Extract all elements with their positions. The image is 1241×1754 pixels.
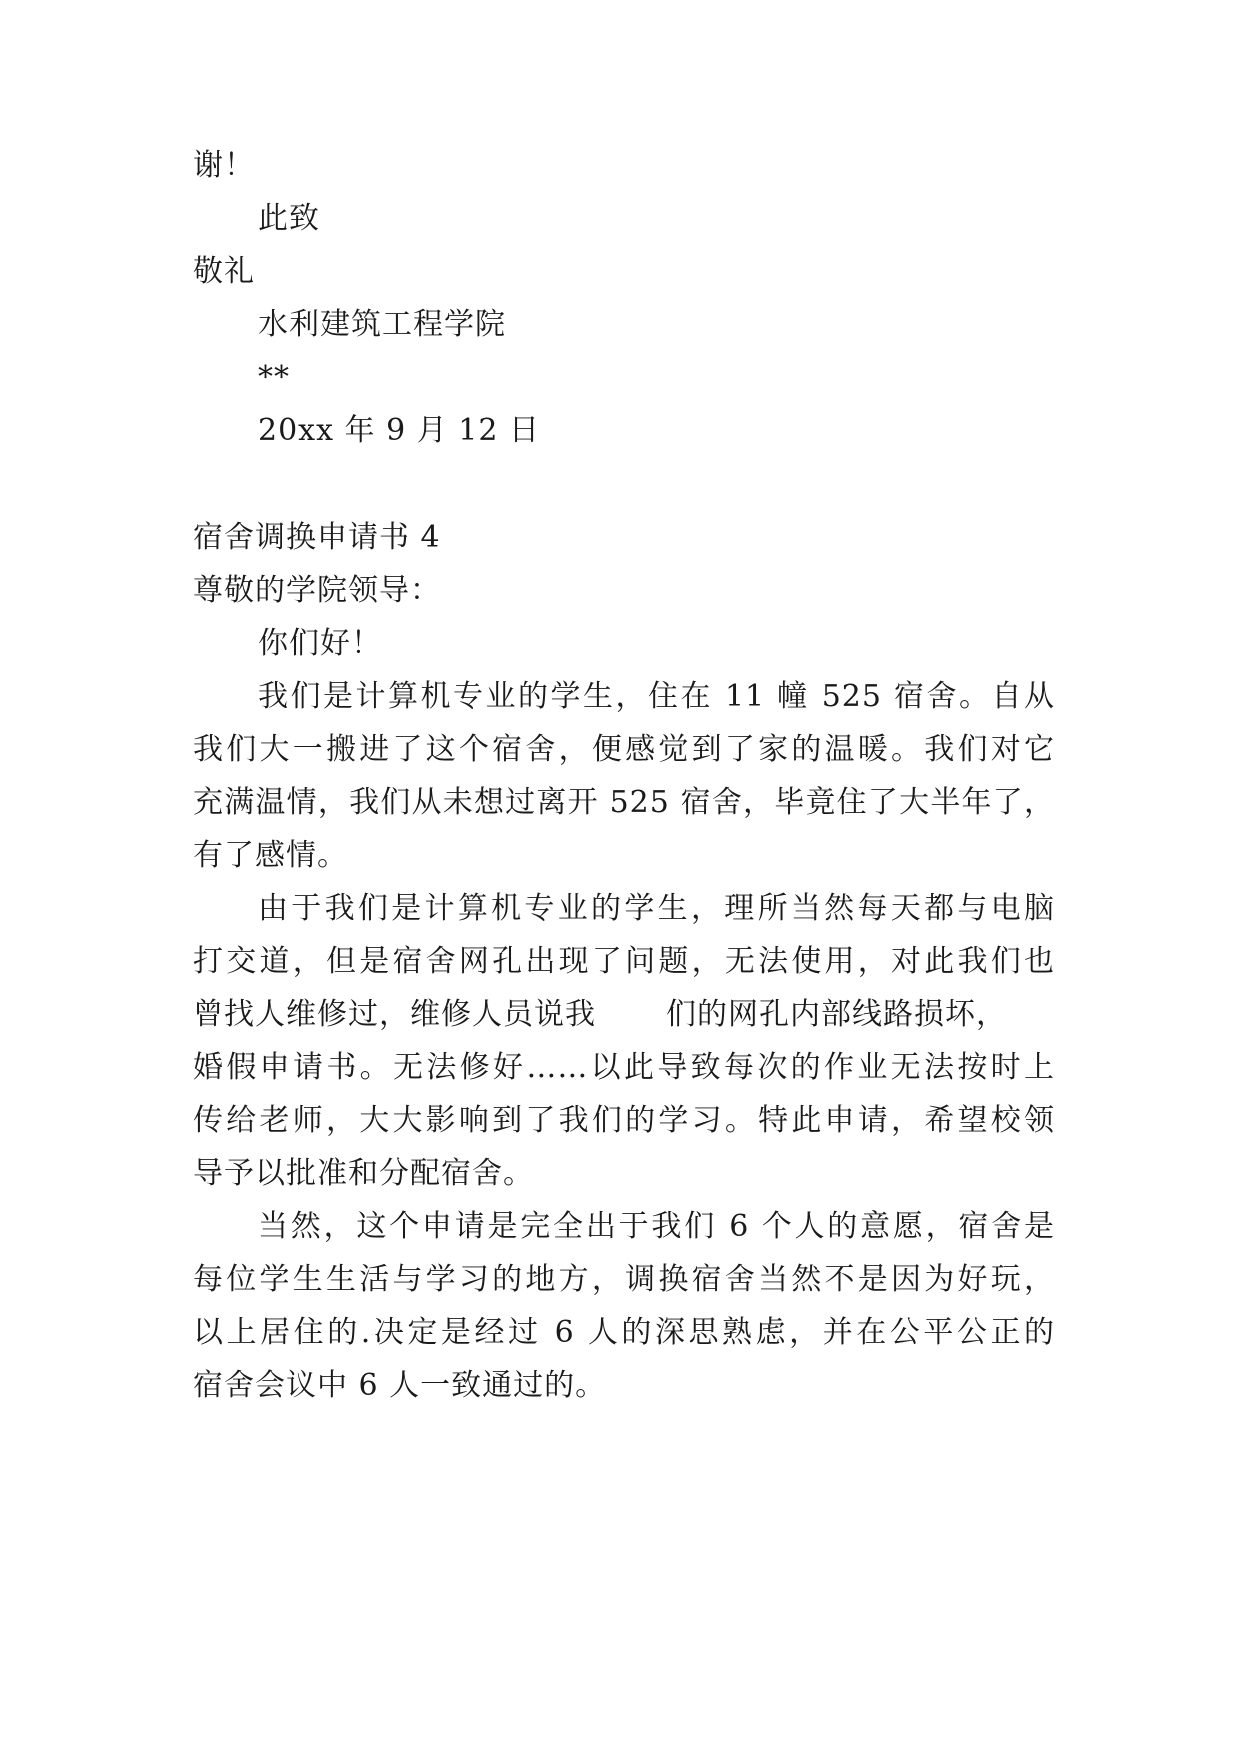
paragraph-line-split xyxy=(193,995,1007,1035)
paragraph-line: 婚假申请书。无法修好……以此导致每次的作业无法按时上 xyxy=(193,1050,1055,1085)
letter-date: 20xx 年 9 月 12 日 xyxy=(258,413,540,448)
paragraph-line: 有了感情。 xyxy=(193,838,348,873)
thanks-line: 谢！ xyxy=(193,148,255,183)
paragraph-line: 打交道，但是宿舍网孔出现了问题，无法使用，对此我们也 xyxy=(193,944,1055,979)
salutation-line-1: 此致 xyxy=(258,201,320,236)
sender-organization: 水利建筑工程学院 xyxy=(258,307,506,342)
paragraph-line: 宿舍会议中 6 人一致通过的。 xyxy=(193,1368,607,1403)
paragraph-line-part: 曾找人维修过，维修人员说我 xyxy=(193,997,596,1032)
section-title: 宿舍调换申请书 4 xyxy=(193,520,441,555)
paragraph-line: 导予以批准和分配宿舍。 xyxy=(193,1156,534,1191)
paragraph-line-part: 们的网孔内部线路损坏， xyxy=(666,997,1007,1032)
paragraph-line: 当然，这个申请是完全出于我们 6 个人的意愿，宿舍是 xyxy=(258,1209,1055,1244)
paragraph-line: 每位学生生活与学习的地方，调换宿舍当然不是因为好玩， xyxy=(193,1262,1055,1297)
greeting-line: 你们好！ xyxy=(258,626,382,661)
paragraph-line: 我们是计算机专业的学生，住在 11 幢 525 宿舍。自从 xyxy=(258,679,1055,714)
sender-name: ** xyxy=(258,360,290,395)
paragraph-line: 充满温情，我们从未想过离开 525 宿舍，毕竟住了大半年了， xyxy=(193,785,1055,820)
addressee-line: 尊敬的学院领导： xyxy=(193,573,441,608)
paragraph-line: 我们大一搬进了这个宿舍，便感觉到了家的温暖。我们对它 xyxy=(193,732,1055,767)
paragraph-line: 传给老师，大大影响到了我们的学习。特此申请，希望校领 xyxy=(193,1103,1055,1138)
paragraph-line: 由于我们是计算机专业的学生，理所当然每天都与电脑 xyxy=(258,891,1055,926)
salutation-line-2: 敬礼 xyxy=(193,254,255,289)
paragraph-line: 以上居住的.决定是经过 6 人的深思熟虑，并在公平公正的 xyxy=(193,1315,1055,1350)
